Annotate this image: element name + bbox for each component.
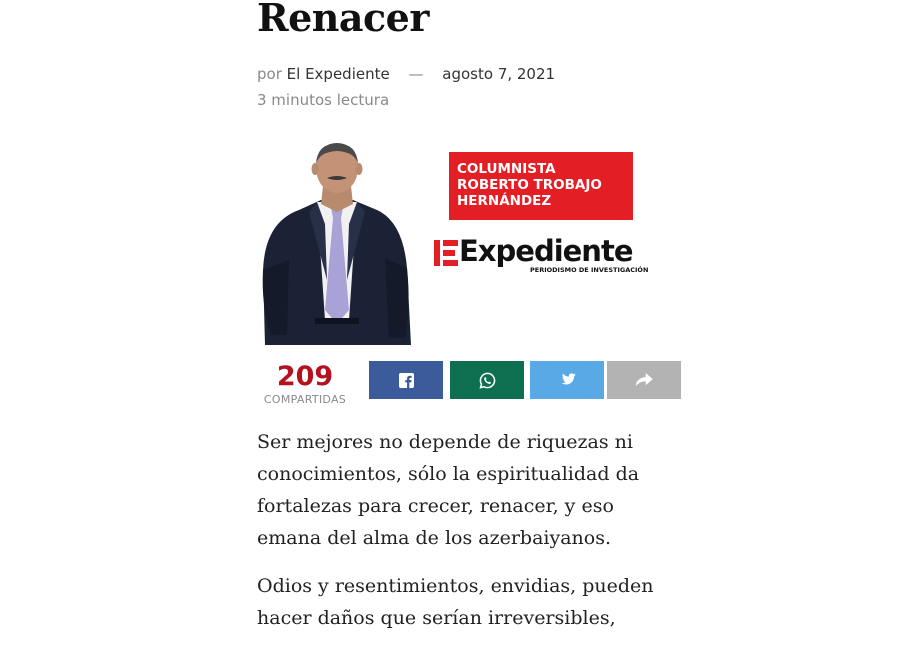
share-whatsapp-button[interactable]: [450, 361, 524, 399]
twitter-icon: [559, 373, 576, 387]
body-paragraph: Odios y resentimientos, envidias, pueden hacer daños que serían irreversibles,: [257, 575, 654, 629]
article-meta: [257, 64, 555, 84]
author-link[interactable]: El Expediente: [286, 65, 390, 83]
share-arrow-icon: [635, 373, 653, 387]
logo-wordmark: Expediente: [459, 234, 633, 268]
expediente-logo: [434, 234, 649, 276]
body-paragraph: Ser mejores no depende de riquezas ni conocimientos, sólo la espiritualidad da fortalezas para crecer, renacer, y eso emana del alma de los azerbaiyanos.: [257, 431, 640, 549]
columnist-line: ROBERTO TROBAJO: [457, 177, 602, 193]
article-title: Renacer: [257, 0, 429, 40]
featured-image: [257, 140, 657, 345]
byline-prefix: por: [257, 65, 282, 83]
share-twitter-button[interactable]: [530, 361, 604, 399]
columnist-line: COLUMNISTA: [457, 161, 556, 177]
share-facebook-button[interactable]: [369, 361, 443, 399]
expediente-logo-mark-icon: [434, 240, 458, 266]
publish-date: agosto 7, 2021: [442, 65, 556, 83]
read-time: 3 minutos lectura: [257, 91, 390, 109]
columnist-banner: [449, 152, 633, 220]
meta-separator: —: [408, 65, 424, 83]
share-count-number: 209: [276, 361, 334, 392]
whatsapp-icon: [479, 372, 496, 389]
columnist-photo: [257, 140, 417, 345]
logo-tagline: PERIODISMO DE INVESTIGACIÓN: [530, 266, 649, 274]
columnist-line: HERNÁNDEZ: [457, 193, 552, 209]
share-more-button[interactable]: [607, 361, 681, 399]
share-counter: [257, 361, 353, 407]
share-count-label: COMPARTIDAS: [263, 393, 347, 406]
article-body: [257, 426, 677, 650]
facebook-icon: [399, 373, 414, 388]
